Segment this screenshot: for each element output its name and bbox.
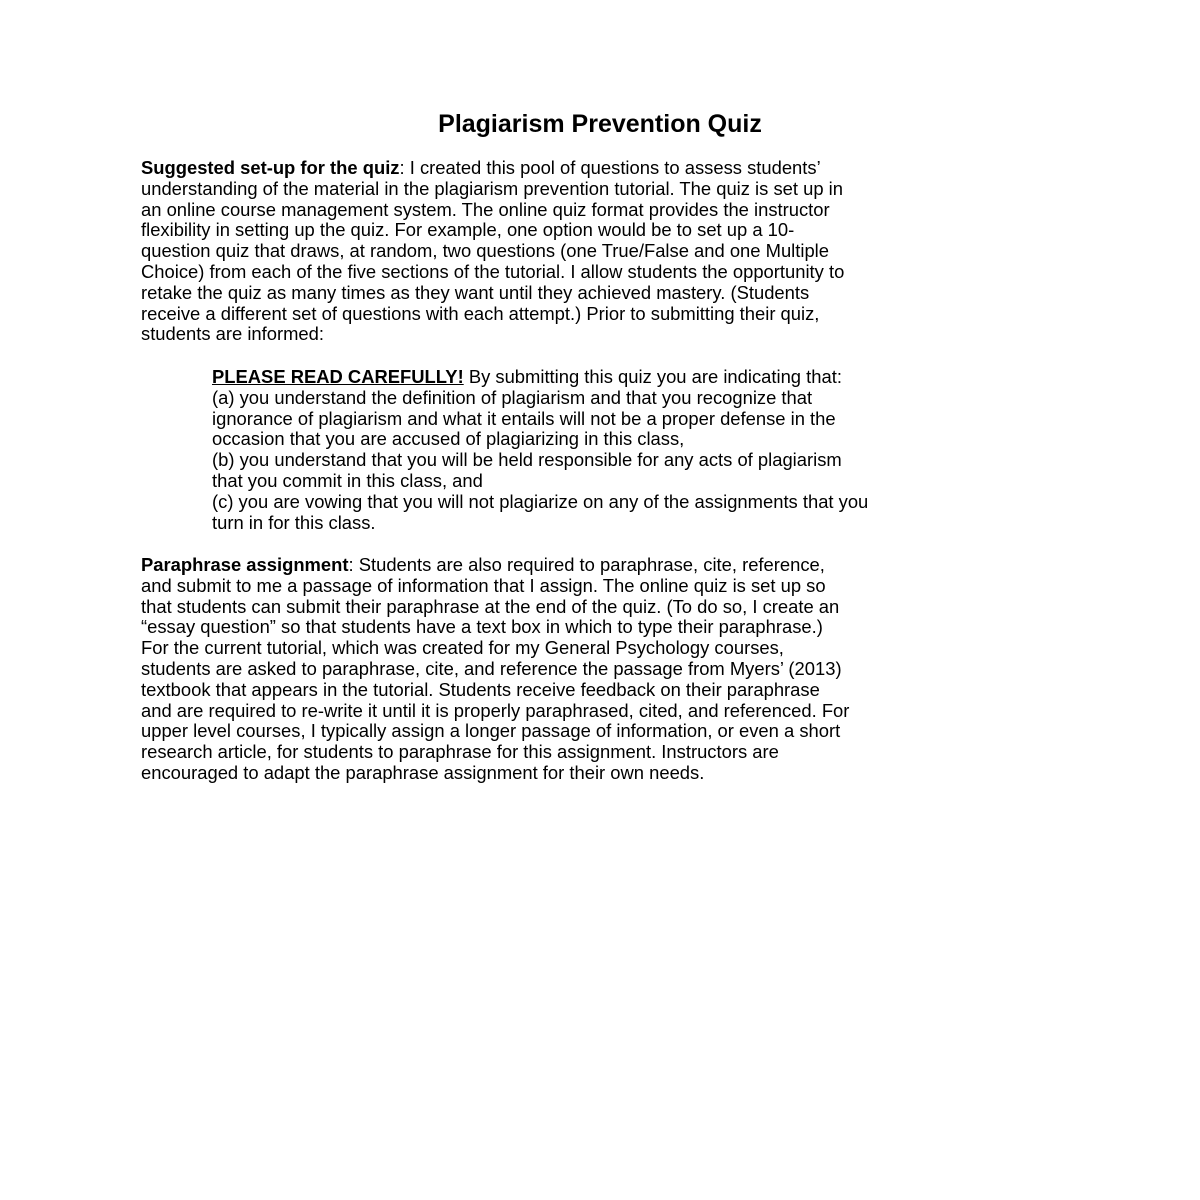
setup-line: retake the quiz as many times as they want until they achieved mastery. (Students [141,281,810,303]
setup-line: students are informed: [141,323,324,345]
setup-line-1 [141,158,1061,179]
notice-block [212,367,1072,533]
setup-line: receive a different set of questions with each attempt.) Prior to submitting their quiz, [141,302,820,324]
notice-line-text: By submitting this quiz you are indicating that: [463,366,842,387]
paraphrase-line: “essay question” so that students have a text box in which to type their paraphrase.) [141,616,823,638]
notice-line: (c) you are vowing that you will not plagiarize on any of the assignments that you [212,490,869,512]
paraphrase-line: encouraged to adapt the paraphrase assignment for their own needs. [141,761,705,783]
setup-paragraph [141,158,1061,345]
paraphrase-line-text: : Students are also required to paraphrase, cite, reference, [348,554,825,575]
notice-line: (a) you understand the definition of plagiarism and that you recognize that [212,386,813,408]
notice-line: that you commit in this class, and [212,469,483,491]
paraphrase-line-1 [141,555,1061,576]
notice-line-1 [212,367,1072,388]
setup-line: question quiz that draws, at random, two questions (one True/False and one Multiple [141,240,829,262]
setup-line-text: : I created this pool of questions to assess students’ [399,157,821,178]
paraphrase-line: that students can submit their paraphrase at the end of the quiz. (To do so, I create an [141,595,840,617]
paraphrase-line: and submit to me a passage of information that I assign. The online quiz is set up so [141,574,826,596]
notice-line: ignorance of plagiarism and what it entails will not be a proper defense in the [212,407,836,429]
notice-line: (b) you understand that you will be held responsible for any acts of plagiarism [212,449,842,471]
paraphrase-line: students are asked to paraphrase, cite, and reference the passage from Myers’ (2013) [141,657,842,679]
notice-emphasis: PLEASE READ CAREFULLY! [212,366,464,387]
paraphrase-line: For the current tutorial, which was created for my General Psychology courses, [141,637,784,659]
notice-line: turn in for this class. [212,511,376,533]
setup-line: Choice) from each of the five sections of the tutorial. I allow students the opportunity to [141,260,845,282]
setup-heading: Suggested set-up for the quiz [141,157,400,178]
paraphrase-line: and are required to re-write it until it is properly paraphrased, cited, and referenced. For [141,699,850,721]
paraphrase-line: upper level courses, I typically assign a longer passage of information, or even a short [141,720,841,742]
notice-line: occasion that you are accused of plagiarizing in this class, [212,428,685,450]
paraphrase-line: textbook that appears in the tutorial. Students receive feedback on their paraphrase [141,678,820,700]
setup-line: an online course management system. The online quiz format provides the instructor [141,198,830,220]
document-title: Plagiarism Prevention Quiz [438,110,762,138]
setup-line: flexibility in setting up the quiz. For example, one option would be to set up a 10- [141,219,795,241]
paraphrase-heading: Paraphrase assignment [141,554,349,575]
paraphrase-paragraph [141,555,1061,784]
paraphrase-line: research article, for students to paraphrase for this assignment. Instructors are [141,741,779,763]
setup-line: understanding of the material in the plagiarism prevention tutorial. The quiz is set up in [141,177,843,199]
